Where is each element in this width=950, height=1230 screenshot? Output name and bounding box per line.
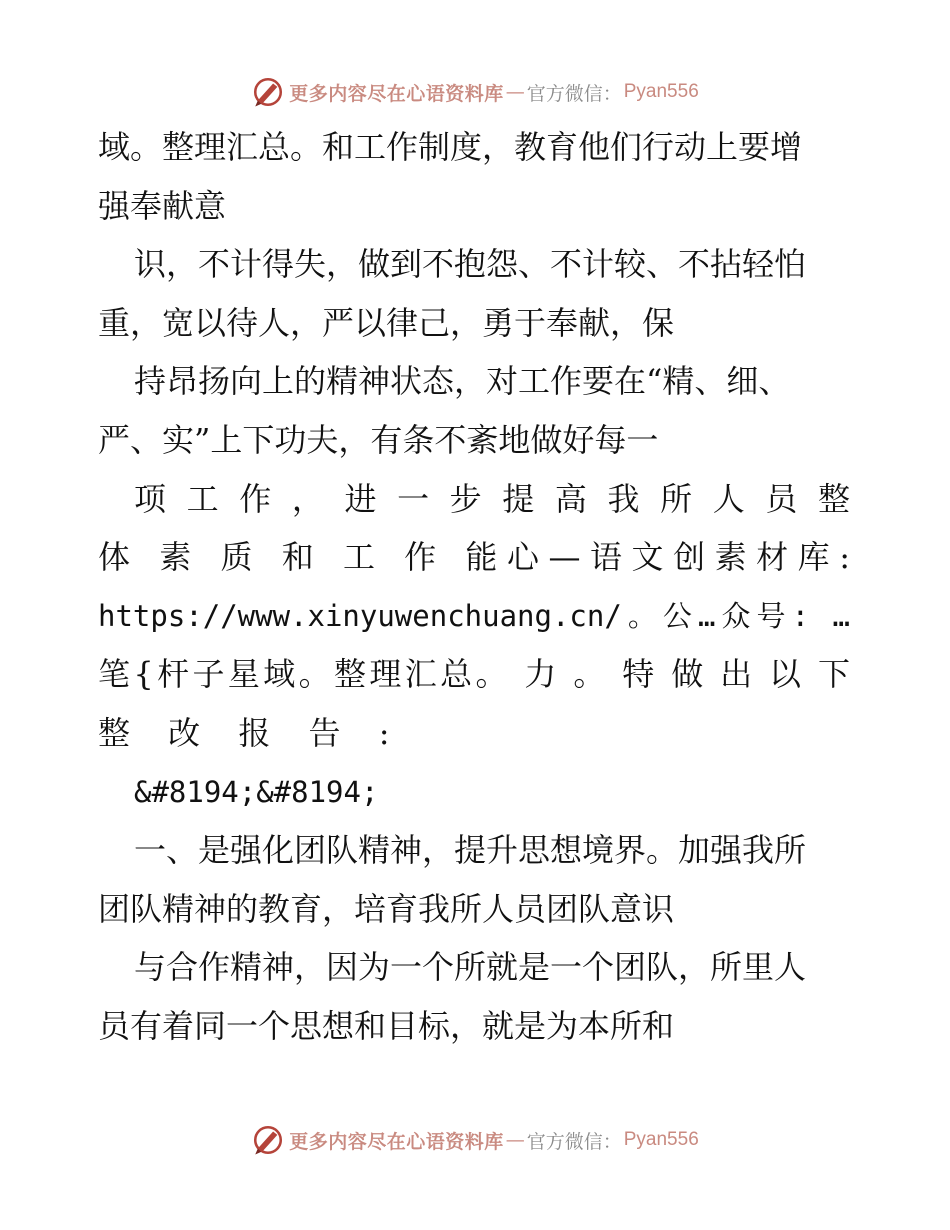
text-line: 整 改 报 告 : [98,713,404,752]
pen-logo-icon [251,1123,285,1157]
text-line: 识，不计得失，做到不抱怨、不计较、不拈轻怕 [134,245,807,284]
text-line: 严、实”上下功夫，有条不紊地做好每一 [98,420,659,459]
document-body [98,118,850,1056]
header-banner [0,72,950,112]
banner-wechat-label: 官方微信： [526,1130,622,1153]
footer-banner [0,1120,950,1160]
banner-wechat-label: 官方微信： [526,82,622,105]
text-line: 持昂扬向上的精神状态，对工作要在“精、细、 [134,362,791,401]
text-line: 强奉献意 [98,186,227,225]
text-line: &#8194;&#8194; [134,774,379,809]
text-line: 团队精神的教育，培育我所人员团队意识 [98,889,675,928]
banner-wechat-id: Pyan556 [623,1129,699,1150]
text-line: 体 素 质 和 工 作 能心—语文创素材库: [98,538,850,577]
banner-wechat-id: Pyan556 [623,81,699,102]
pen-logo-icon [251,75,285,109]
banner-separator: — [505,81,525,103]
banner-slogan: 更多内容尽在心语资料库 [289,82,504,105]
text-line: 与合作精神，因为一个所就是一个团队，所里人 [134,948,807,987]
text-line: 笔{杆子星域。整理汇总。 力 。 特 做 出 以 下 [98,655,850,694]
banner-separator: — [505,1129,525,1151]
text-line: 一、是强化团队精神，提升思想境界。加强我所 [134,831,807,870]
text-line: 员有着同一个思想和目标，就是为本所和 [98,1006,675,1045]
text-line: 项 工 作 ， 进 一 步 提 高 我 所 人 员 整 [134,479,850,518]
banner-slogan: 更多内容尽在心语资料库 [289,1130,504,1153]
text-line: https://www.xinyuwenchuang.cn/。公…众号: … [98,598,850,633]
text-line: 重，宽以待人，严以律己，勇于奉献，保 [98,303,675,342]
text-line: 域。整理汇总。和工作制度，教育他们行动上要增 [98,128,803,166]
